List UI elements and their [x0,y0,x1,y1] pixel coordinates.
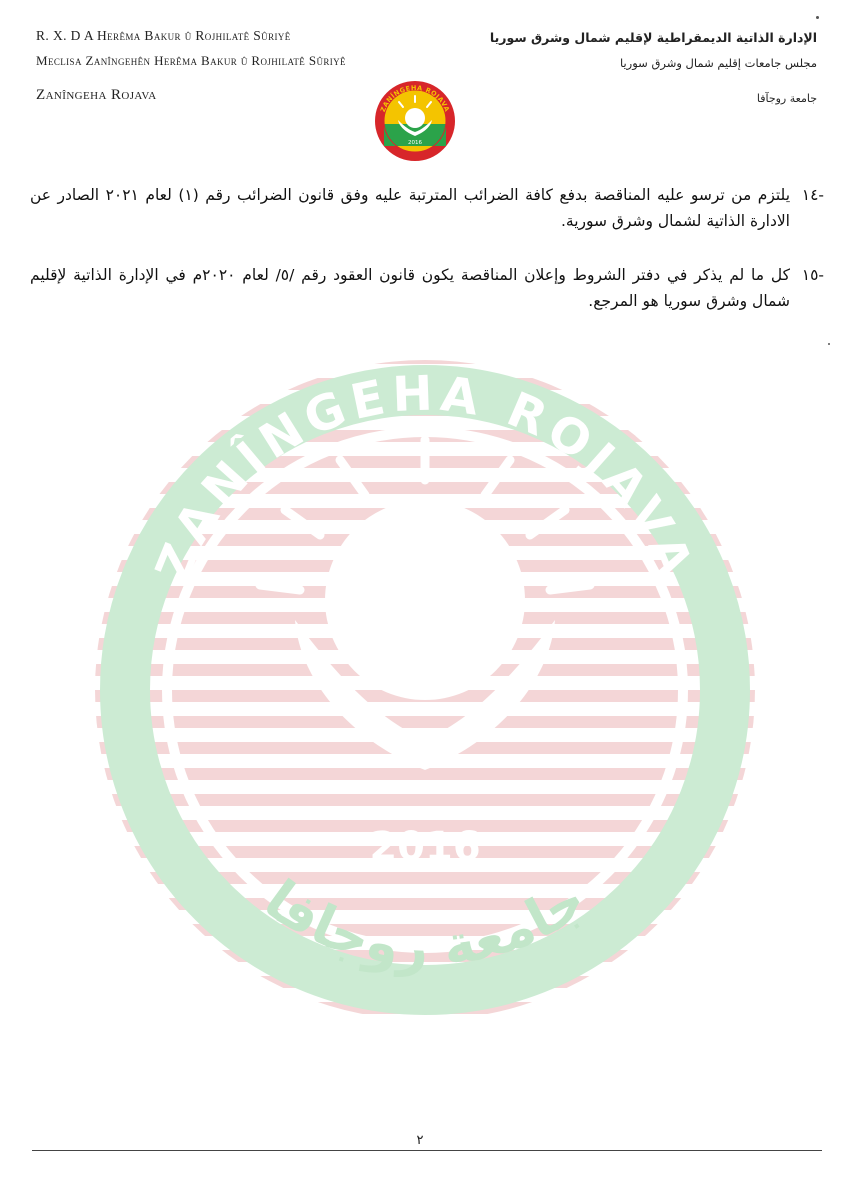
logo-year: 2016 [408,140,422,146]
header-latin-line-2: Meclisa Zanîngehên Herêma Bakur û Rojhilatê Sûriyê [36,53,346,68]
clause-14 [30,182,824,234]
clause-text: يلتزم من ترسو عليه المناقصة بدفع كافة الضرائب المترتبة عليه وفق قانون الضرائب رقم (١) لعام ٢٠٢١ الصادر عن الادارة الذاتية لشمال وشرق سورية. [30,186,791,230]
header-arabic-line-3: جامعة روجآفا [756,92,817,105]
watermark-arabic-text: جامعة روجافا [252,867,597,979]
watermark-ring-text: ZANÎNGEHA ROJAVA [144,365,706,590]
scan-speck [816,16,819,19]
clause-number: -١٤ [801,186,824,204]
header-arabic-line-1: الإدارة الذاتية الديمقراطية لإقليم شمال وشرق سوريا [489,30,817,45]
clause-number: -١٥ [801,266,824,284]
header-latin-line-1: R. X. D A Herêma Bakur û Rojhilatê Sûriyê [36,28,291,43]
watermark-year: 2016 [369,824,481,870]
page-number: ٢ [416,1133,424,1148]
logo-ring-text: ZANÎNGEHA ROJAVA [378,83,452,114]
footer-rule [32,1150,822,1151]
scan-speck [828,343,830,345]
header-latin-line-3: Zanîngeha Rojava [36,87,157,103]
clause-text: كل ما لم يذكر في دفتر الشروط وإعلان المناقصة يكون قانون العقود رقم /٥/ لعام ٢٠٢٠م في الإدارة الذاتية لإقليم شمال وشرق سوريا هو المرجع. [30,266,790,310]
header-arabic-line-2: مجلس جامعات إقليم شمال وشرق سوريا [619,56,817,70]
university-logo [361,80,469,162]
clause-15 [30,262,824,314]
watermark-seal [80,300,770,1060]
